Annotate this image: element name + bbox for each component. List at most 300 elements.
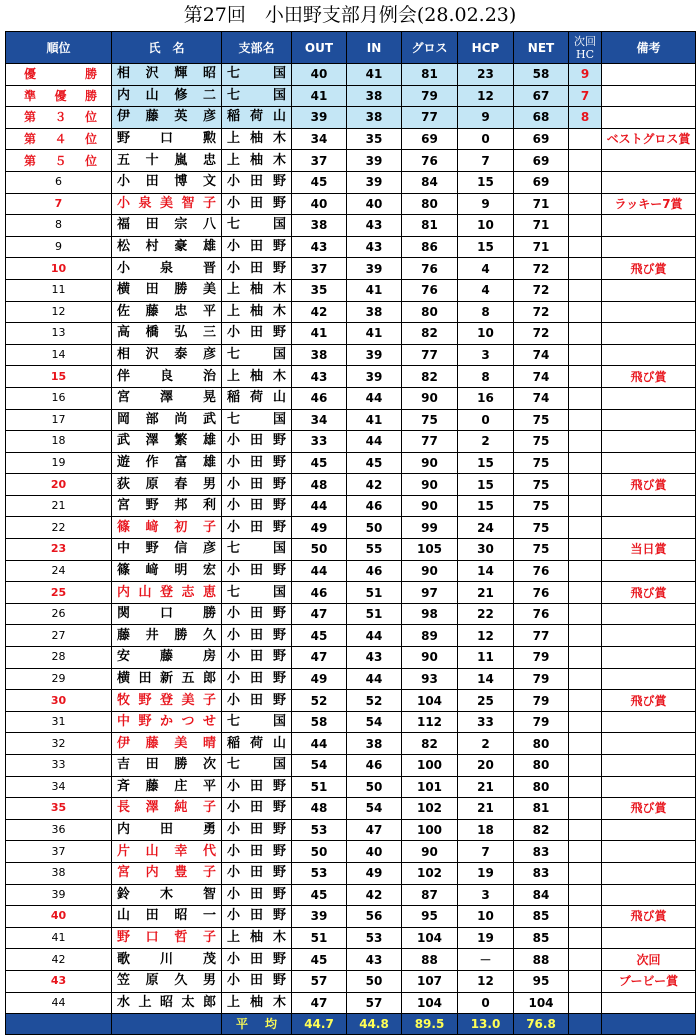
- branch-cell: 小田野: [222, 258, 292, 280]
- note-cell: [602, 452, 696, 474]
- rank-cell: 36: [6, 819, 112, 841]
- next-hc-cell: [569, 128, 602, 150]
- net-cell: 79: [514, 668, 569, 690]
- next-hc-cell: 8: [569, 107, 602, 129]
- out-cell: 51: [292, 776, 347, 798]
- rank-cell: 30: [6, 690, 112, 712]
- out-cell: 46: [292, 582, 347, 604]
- in-cell: 49: [347, 862, 402, 884]
- branch-cell: 七国: [222, 539, 292, 561]
- in-cell: 43: [347, 647, 402, 669]
- name-cell: 福田宗八: [112, 215, 222, 237]
- branch-cell: 上柚木: [222, 927, 292, 949]
- next-hc-cell: [569, 927, 602, 949]
- hcp-cell: 7: [458, 841, 514, 863]
- gross-cell: 77: [402, 107, 458, 129]
- table-row: [6, 884, 696, 906]
- next-hc-cell: [569, 625, 602, 647]
- next-hc-cell: [569, 906, 602, 928]
- gross-cell: 102: [402, 798, 458, 820]
- gross-cell: 98: [402, 603, 458, 625]
- net-cell: 79: [514, 690, 569, 712]
- header-next-hc: 次回HC: [569, 32, 602, 64]
- gross-cell: 77: [402, 344, 458, 366]
- table-row: [6, 582, 696, 604]
- gross-cell: 90: [402, 387, 458, 409]
- name-cell: 伴良治: [112, 366, 222, 388]
- next-hc-cell: [569, 819, 602, 841]
- in-cell: 50: [347, 776, 402, 798]
- gross-cell: 99: [402, 517, 458, 539]
- branch-cell: 七国: [222, 582, 292, 604]
- next-hc-cell: [569, 992, 602, 1014]
- hcp-cell: 23: [458, 64, 514, 86]
- note-cell: [602, 841, 696, 863]
- gross-cell: 100: [402, 819, 458, 841]
- name-cell: 山田昭一: [112, 906, 222, 928]
- gross-cell: 107: [402, 970, 458, 992]
- name-cell: 中野信彦: [112, 539, 222, 561]
- branch-cell: 七国: [222, 409, 292, 431]
- note-cell: 飛び賞: [602, 690, 696, 712]
- header-branch: 支部名: [222, 32, 292, 64]
- rank-cell: 28: [6, 647, 112, 669]
- table-row: [6, 927, 696, 949]
- in-cell: 39: [347, 366, 402, 388]
- hcp-cell: 3: [458, 884, 514, 906]
- out-cell: 45: [292, 452, 347, 474]
- next-hc-cell: [569, 279, 602, 301]
- note-cell: [602, 755, 696, 777]
- out-cell: 51: [292, 927, 347, 949]
- rank-cell: 38: [6, 862, 112, 884]
- table-row: [6, 85, 696, 107]
- net-cell: 84: [514, 884, 569, 906]
- hcp-cell: 10: [458, 323, 514, 345]
- name-cell: 相沢泰彦: [112, 344, 222, 366]
- gross-cell: 81: [402, 64, 458, 86]
- name-cell: 荻原春男: [112, 474, 222, 496]
- table-row: [6, 344, 696, 366]
- net-cell: 67: [514, 85, 569, 107]
- branch-cell: 七国: [222, 344, 292, 366]
- name-cell: 宮野邦利: [112, 495, 222, 517]
- net-cell: 79: [514, 711, 569, 733]
- note-cell: [602, 431, 696, 453]
- table-row: [6, 906, 696, 928]
- in-cell: 44: [347, 387, 402, 409]
- name-cell: 吉田勝次: [112, 755, 222, 777]
- gross-cell: 90: [402, 647, 458, 669]
- branch-cell: 小田野: [222, 798, 292, 820]
- net-cell: 76: [514, 560, 569, 582]
- name-cell: 長澤純子: [112, 798, 222, 820]
- in-cell: 53: [347, 927, 402, 949]
- out-cell: 48: [292, 798, 347, 820]
- name-cell: 歌川茂: [112, 949, 222, 971]
- rank-cell: 7: [6, 193, 112, 215]
- hcp-cell: 21: [458, 798, 514, 820]
- rank-cell: 34: [6, 776, 112, 798]
- in-cell: 51: [347, 582, 402, 604]
- header-row: [6, 32, 696, 64]
- rank-cell: 準優勝: [6, 85, 112, 107]
- average-net: 76.8: [514, 1014, 569, 1035]
- out-cell: 43: [292, 366, 347, 388]
- average-hcp: 13.0: [458, 1014, 514, 1035]
- in-cell: 56: [347, 906, 402, 928]
- out-cell: 57: [292, 970, 347, 992]
- rank-cell: 第３位: [6, 107, 112, 129]
- name-cell: 横田新五郎: [112, 668, 222, 690]
- out-cell: 41: [292, 323, 347, 345]
- branch-cell: 小田野: [222, 625, 292, 647]
- note-cell: [602, 625, 696, 647]
- note-cell: [602, 668, 696, 690]
- branch-cell: 小田野: [222, 452, 292, 474]
- out-cell: 38: [292, 344, 347, 366]
- name-cell: 笠原久男: [112, 970, 222, 992]
- name-cell: 相沢輝昭: [112, 64, 222, 86]
- out-cell: 58: [292, 711, 347, 733]
- rank-cell: 21: [6, 495, 112, 517]
- in-cell: 43: [347, 236, 402, 258]
- next-hc-cell: [569, 862, 602, 884]
- name-cell: 小泉晋: [112, 258, 222, 280]
- table-row: [6, 776, 696, 798]
- name-cell: 内山修二: [112, 85, 222, 107]
- note-cell: ベストグロス賞: [602, 128, 696, 150]
- out-cell: 45: [292, 625, 347, 647]
- out-cell: 47: [292, 647, 347, 669]
- note-cell: [602, 64, 696, 86]
- name-cell: 内田勇: [112, 819, 222, 841]
- next-hc-cell: [569, 474, 602, 496]
- name-cell: 中野かつせ: [112, 711, 222, 733]
- branch-cell: 小田野: [222, 603, 292, 625]
- branch-cell: 七国: [222, 215, 292, 237]
- table-row: [6, 603, 696, 625]
- out-cell: 48: [292, 474, 347, 496]
- hcp-cell: 15: [458, 495, 514, 517]
- rank-cell: 43: [6, 970, 112, 992]
- next-hc-cell: [569, 560, 602, 582]
- table-row: [6, 366, 696, 388]
- out-cell: 41: [292, 85, 347, 107]
- name-cell: 水上昭太郎: [112, 992, 222, 1014]
- hcp-cell: 4: [458, 279, 514, 301]
- in-cell: 45: [347, 452, 402, 474]
- note-cell: [602, 301, 696, 323]
- results-table: [5, 31, 696, 1035]
- next-hc-cell: [569, 366, 602, 388]
- gross-cell: 76: [402, 258, 458, 280]
- table-row: [6, 862, 696, 884]
- note-cell: [602, 927, 696, 949]
- out-cell: 35: [292, 279, 347, 301]
- hcp-cell: 9: [458, 193, 514, 215]
- in-cell: 43: [347, 949, 402, 971]
- next-hc-cell: [569, 841, 602, 863]
- out-cell: 38: [292, 215, 347, 237]
- out-cell: 47: [292, 992, 347, 1014]
- next-hc-cell: [569, 582, 602, 604]
- hcp-cell: 15: [458, 171, 514, 193]
- branch-cell: 小田野: [222, 431, 292, 453]
- net-cell: 72: [514, 323, 569, 345]
- branch-cell: 小田野: [222, 970, 292, 992]
- rank-cell: 44: [6, 992, 112, 1014]
- hcp-cell: 8: [458, 366, 514, 388]
- header-net: NET: [514, 32, 569, 64]
- note-cell: [602, 171, 696, 193]
- hcp-cell: 0: [458, 128, 514, 150]
- next-hc-cell: [569, 539, 602, 561]
- out-cell: 44: [292, 495, 347, 517]
- note-cell: 飛び賞: [602, 906, 696, 928]
- name-cell: 武澤繁雄: [112, 431, 222, 453]
- rank-cell: 16: [6, 387, 112, 409]
- branch-cell: 小田野: [222, 323, 292, 345]
- table-row: [6, 107, 696, 129]
- branch-cell: 七国: [222, 64, 292, 86]
- next-hc-cell: [569, 668, 602, 690]
- header-in: IN: [347, 32, 402, 64]
- note-cell: [602, 236, 696, 258]
- next-hc-cell: [569, 258, 602, 280]
- hcp-cell: 12: [458, 625, 514, 647]
- in-cell: 40: [347, 841, 402, 863]
- gross-cell: 80: [402, 301, 458, 323]
- gross-cell: 101: [402, 776, 458, 798]
- net-cell: 74: [514, 344, 569, 366]
- next-hc-cell: [569, 344, 602, 366]
- gross-cell: 69: [402, 128, 458, 150]
- out-cell: 49: [292, 517, 347, 539]
- table-row: [6, 560, 696, 582]
- out-cell: 53: [292, 819, 347, 841]
- footer-blank: [112, 1014, 222, 1035]
- in-cell: 55: [347, 539, 402, 561]
- gross-cell: 90: [402, 452, 458, 474]
- out-cell: 42: [292, 301, 347, 323]
- table-row: [6, 236, 696, 258]
- table-row: [6, 64, 696, 86]
- in-cell: 41: [347, 64, 402, 86]
- hcp-cell: 4: [458, 258, 514, 280]
- note-cell: [602, 85, 696, 107]
- net-cell: 80: [514, 733, 569, 755]
- branch-cell: 稲荷山: [222, 733, 292, 755]
- name-cell: 岡部尚武: [112, 409, 222, 431]
- net-cell: 76: [514, 603, 569, 625]
- in-cell: 44: [347, 625, 402, 647]
- name-cell: 鈴木智: [112, 884, 222, 906]
- branch-cell: 小田野: [222, 776, 292, 798]
- next-hc-cell: [569, 776, 602, 798]
- rank-cell: 24: [6, 560, 112, 582]
- next-hc-cell: [569, 301, 602, 323]
- net-cell: 81: [514, 798, 569, 820]
- out-cell: 37: [292, 150, 347, 172]
- branch-cell: 上柚木: [222, 150, 292, 172]
- gross-cell: 76: [402, 150, 458, 172]
- net-cell: 69: [514, 128, 569, 150]
- out-cell: 45: [292, 884, 347, 906]
- table-row: [6, 258, 696, 280]
- rank-cell: 8: [6, 215, 112, 237]
- note-cell: [602, 884, 696, 906]
- header-out: OUT: [292, 32, 347, 64]
- out-cell: 54: [292, 755, 347, 777]
- in-cell: 44: [347, 431, 402, 453]
- next-hc-cell: [569, 323, 602, 345]
- net-cell: 68: [514, 107, 569, 129]
- rank-cell: 15: [6, 366, 112, 388]
- in-cell: 51: [347, 603, 402, 625]
- table-row: [6, 733, 696, 755]
- hcp-cell: 22: [458, 603, 514, 625]
- name-cell: 藤井勝久: [112, 625, 222, 647]
- in-cell: 54: [347, 711, 402, 733]
- next-hc-cell: [569, 431, 602, 453]
- out-cell: 43: [292, 236, 347, 258]
- in-cell: 57: [347, 992, 402, 1014]
- header-notes: 備考: [602, 32, 696, 64]
- table-row: [6, 668, 696, 690]
- table-row: [6, 387, 696, 409]
- branch-cell: 七国: [222, 711, 292, 733]
- hcp-cell: 21: [458, 776, 514, 798]
- in-cell: 44: [347, 668, 402, 690]
- next-hc-cell: [569, 970, 602, 992]
- hcp-cell: 20: [458, 755, 514, 777]
- hcp-cell: 10: [458, 906, 514, 928]
- note-cell: [602, 279, 696, 301]
- next-hc-cell: [569, 495, 602, 517]
- hcp-cell: 10: [458, 215, 514, 237]
- rank-cell: 6: [6, 171, 112, 193]
- rank-cell: 10: [6, 258, 112, 280]
- net-cell: 83: [514, 841, 569, 863]
- table-row: [6, 431, 696, 453]
- table-row: [6, 171, 696, 193]
- net-cell: 80: [514, 776, 569, 798]
- next-hc-cell: [569, 517, 602, 539]
- hcp-cell: 11: [458, 647, 514, 669]
- in-cell: 42: [347, 884, 402, 906]
- branch-cell: 上柚木: [222, 992, 292, 1014]
- hcp-cell: 15: [458, 474, 514, 496]
- next-hc-cell: [569, 798, 602, 820]
- hcp-cell: 12: [458, 85, 514, 107]
- in-cell: 39: [347, 258, 402, 280]
- hcp-cell: 30: [458, 539, 514, 561]
- hcp-cell: 3: [458, 344, 514, 366]
- note-cell: 飛び賞: [602, 582, 696, 604]
- branch-cell: 七国: [222, 755, 292, 777]
- note-cell: [602, 323, 696, 345]
- table-row: [6, 193, 696, 215]
- page-title: 第27回 小田野支部月例会(28.02.23): [183, 4, 517, 26]
- out-cell: 40: [292, 193, 347, 215]
- name-cell: 小泉美智子: [112, 193, 222, 215]
- gross-cell: 86: [402, 236, 458, 258]
- net-cell: 58: [514, 64, 569, 86]
- table-row: [6, 215, 696, 237]
- table-row: [6, 279, 696, 301]
- in-cell: 50: [347, 517, 402, 539]
- note-cell: [602, 733, 696, 755]
- hcp-cell: 24: [458, 517, 514, 539]
- net-cell: 71: [514, 215, 569, 237]
- note-cell: [602, 603, 696, 625]
- out-cell: 33: [292, 431, 347, 453]
- next-hc-cell: [569, 215, 602, 237]
- gross-cell: 104: [402, 690, 458, 712]
- in-cell: 40: [347, 193, 402, 215]
- name-cell: 牧野登美子: [112, 690, 222, 712]
- next-hc-cell: 9: [569, 64, 602, 86]
- results-body: [6, 64, 696, 1014]
- branch-cell: 上柚木: [222, 301, 292, 323]
- branch-cell: 小田野: [222, 906, 292, 928]
- gross-cell: 88: [402, 949, 458, 971]
- net-cell: 75: [514, 452, 569, 474]
- name-cell: 篠﨑初子: [112, 517, 222, 539]
- rank-cell: 37: [6, 841, 112, 863]
- table-row: [6, 755, 696, 777]
- branch-cell: 稲荷山: [222, 387, 292, 409]
- rank-cell: 9: [6, 236, 112, 258]
- note-cell: [602, 647, 696, 669]
- out-cell: 50: [292, 841, 347, 863]
- out-cell: 34: [292, 409, 347, 431]
- gross-cell: 82: [402, 733, 458, 755]
- gross-cell: 75: [402, 409, 458, 431]
- table-row: [6, 690, 696, 712]
- table-row: [6, 841, 696, 863]
- branch-cell: 小田野: [222, 884, 292, 906]
- out-cell: 39: [292, 107, 347, 129]
- next-hc-cell: [569, 171, 602, 193]
- gross-cell: 77: [402, 431, 458, 453]
- note-cell: 当日賞: [602, 539, 696, 561]
- note-cell: [602, 819, 696, 841]
- in-cell: 52: [347, 690, 402, 712]
- hcp-cell: 15: [458, 452, 514, 474]
- next-hc-cell: [569, 949, 602, 971]
- name-cell: 小田博文: [112, 171, 222, 193]
- branch-cell: 小田野: [222, 495, 292, 517]
- net-cell: 83: [514, 862, 569, 884]
- note-cell: [602, 776, 696, 798]
- note-cell: [602, 495, 696, 517]
- branch-cell: 七国: [222, 85, 292, 107]
- rank-cell: 20: [6, 474, 112, 496]
- next-hc-cell: [569, 409, 602, 431]
- name-cell: 伊藤美晴: [112, 733, 222, 755]
- gross-cell: 84: [402, 171, 458, 193]
- net-cell: 75: [514, 474, 569, 496]
- in-cell: 38: [347, 107, 402, 129]
- in-cell: 39: [347, 171, 402, 193]
- gross-cell: 76: [402, 279, 458, 301]
- rank-cell: 25: [6, 582, 112, 604]
- note-cell: [602, 711, 696, 733]
- in-cell: 38: [347, 85, 402, 107]
- net-cell: 75: [514, 409, 569, 431]
